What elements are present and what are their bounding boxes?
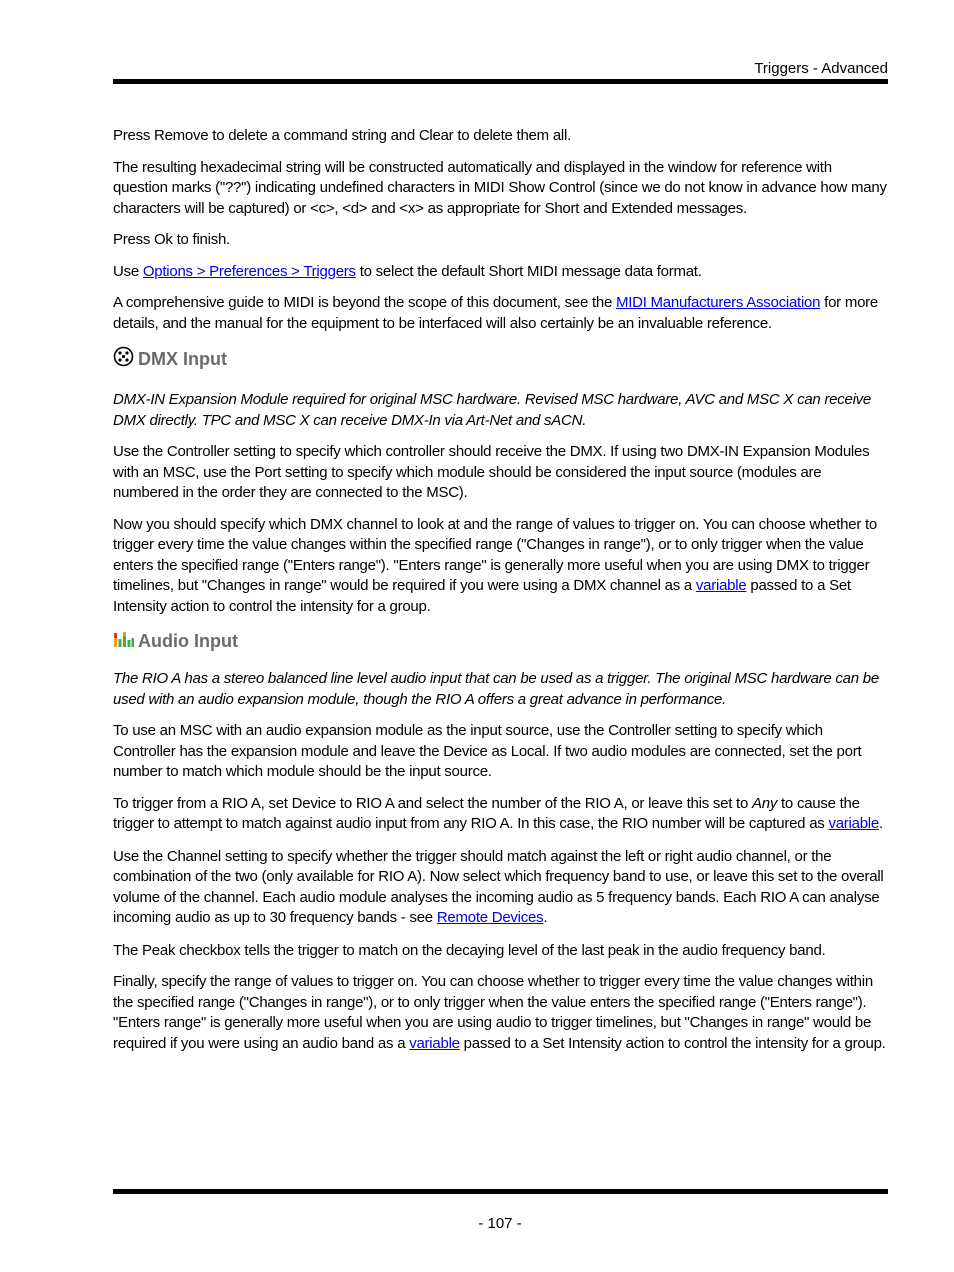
text: to cause the trigger to attempt to match against audio input from any RIO A. In this case, the RIO number will be captured as bbox=[113, 794, 860, 832]
footer-rule bbox=[113, 1189, 888, 1194]
paragraph bbox=[113, 794, 888, 835]
paragraph: Press Ok to finish. bbox=[113, 231, 230, 248]
audio-level-meter-icon bbox=[113, 629, 134, 652]
text: passed to a Set Intensity action to control the intensity for a group. bbox=[113, 577, 851, 615]
text: to select the default Short MIDI message data format. bbox=[355, 262, 702, 280]
section-heading-dmx bbox=[113, 346, 888, 372]
text: passed to a Set Intensity action to control the intensity for a group. bbox=[459, 1034, 886, 1052]
paragraph bbox=[113, 847, 888, 929]
link-options-preferences-triggers[interactable]: Options > Preferences > Triggers bbox=[142, 262, 356, 280]
paragraph: The Peak checkbox tells the trigger to match on the decaying level of the last peak in the audio frequency band. bbox=[113, 941, 826, 959]
paragraph bbox=[113, 262, 888, 283]
emphasis: Any bbox=[751, 794, 778, 812]
paragraph bbox=[113, 293, 888, 334]
link-variable[interactable]: variable bbox=[828, 815, 879, 832]
text: To trigger from a RIO A, set Device to RIO A and select the number of the RIO A, or leave this set to bbox=[113, 794, 752, 812]
paragraph: DMX-IN Expansion Module required for original MSC hardware. Revised MSC hardware, AVC and MSC X can receive DMX directly. TPC and MSC X can receive DMX-In via Art-Net and sACN. bbox=[113, 391, 872, 429]
link-midi-manufacturers-association[interactable]: MIDI Manufacturers Association bbox=[615, 294, 821, 311]
section-heading-audio bbox=[113, 629, 888, 652]
paragraph: The RIO A has a stereo balanced line level audio input that can be used as a trigger. The original MSC hardware can be used with an audio expansion module, though the RIO A offers a great advance in performance. bbox=[113, 670, 879, 708]
header-rule bbox=[113, 79, 888, 84]
running-header: Triggers - Advanced bbox=[754, 60, 888, 77]
page-number: - 107 - bbox=[478, 1215, 522, 1232]
paragraph: The resulting hexadecimal string will be constructed automatically and displayed in the window for reference with question marks ("??") indicating undefined characters in MIDI Show Control (since we do not know in advance how many characters will be captured) or <c>, <d> and <x> as appropriate for Short and Extended messages. bbox=[113, 158, 887, 217]
link-variable[interactable]: variable bbox=[409, 1034, 460, 1052]
paragraph bbox=[113, 515, 888, 618]
section-heading-label: DMX Input bbox=[138, 349, 227, 369]
page-content bbox=[113, 126, 888, 1066]
text: Use bbox=[113, 262, 143, 280]
text: Now you should specify which DMX channel to look at and the range of values to trigger on. You can choose whether to trigger every time the value changes within the specified range ("Changes in range"), or to only trigger when the value enters the specified range ("Enters range"). "Enters range" is generally more useful when you are using DMX to trigger timelines, but "Changes in range" would be required if you were using a DMX channel as a bbox=[113, 515, 877, 594]
text: . bbox=[543, 909, 548, 926]
paragraph: Use the Controller setting to specify which controller should receive the DMX. If using two DMX-IN Expansion Modules with an MSC, use the Port setting to specify which module should be considered the input source (modules are numbered in the order they are connected to the MSC). bbox=[113, 443, 870, 501]
dmx-connector-icon bbox=[113, 346, 134, 372]
link-variable[interactable]: variable bbox=[695, 577, 747, 594]
text: A comprehensive guide to MIDI is beyond the scope of this document, see the bbox=[113, 294, 616, 311]
text: for more details, and the manual for the equipment to be interfaced will also certainly be an invaluable reference. bbox=[113, 294, 878, 332]
paragraph: To use an MSC with an audio expansion module as the input source, use the Controller setting to specify which Controller has the expansion module and leave the Device as Local. If two audio modules are connected, set the port number to match which module should be the input source. bbox=[113, 722, 862, 780]
text: . bbox=[878, 815, 883, 832]
paragraph bbox=[113, 972, 888, 1054]
text: Use the Channel setting to specify whether the trigger should match against the left or right audio channel, or the combination of the two (only available for RIO A). Now select which frequency band to use, or leave this set to the overall volume of the channel. Each audio module analyses the incoming audio as 5 frequency bands. Each RIO A can analyse incoming audio as up to 30 frequency bands - see bbox=[113, 847, 884, 926]
text: Finally, specify the range of values to trigger on. You can choose whether to trigger every time the value changes within the specified range ("Changes in range"), or to only trigger when the value enters the specified range ("Enters range"). "Enters range" is generally more useful when you are using audio to trigger timelines, but "Changes in range" would be required if you were using an audio band as a bbox=[113, 973, 873, 1052]
link-remote-devices[interactable]: Remote Devices bbox=[436, 909, 544, 926]
section-heading-label: Audio Input bbox=[138, 630, 238, 651]
paragraph: Press Remove to delete a command string and Clear to delete them all. bbox=[113, 127, 571, 144]
